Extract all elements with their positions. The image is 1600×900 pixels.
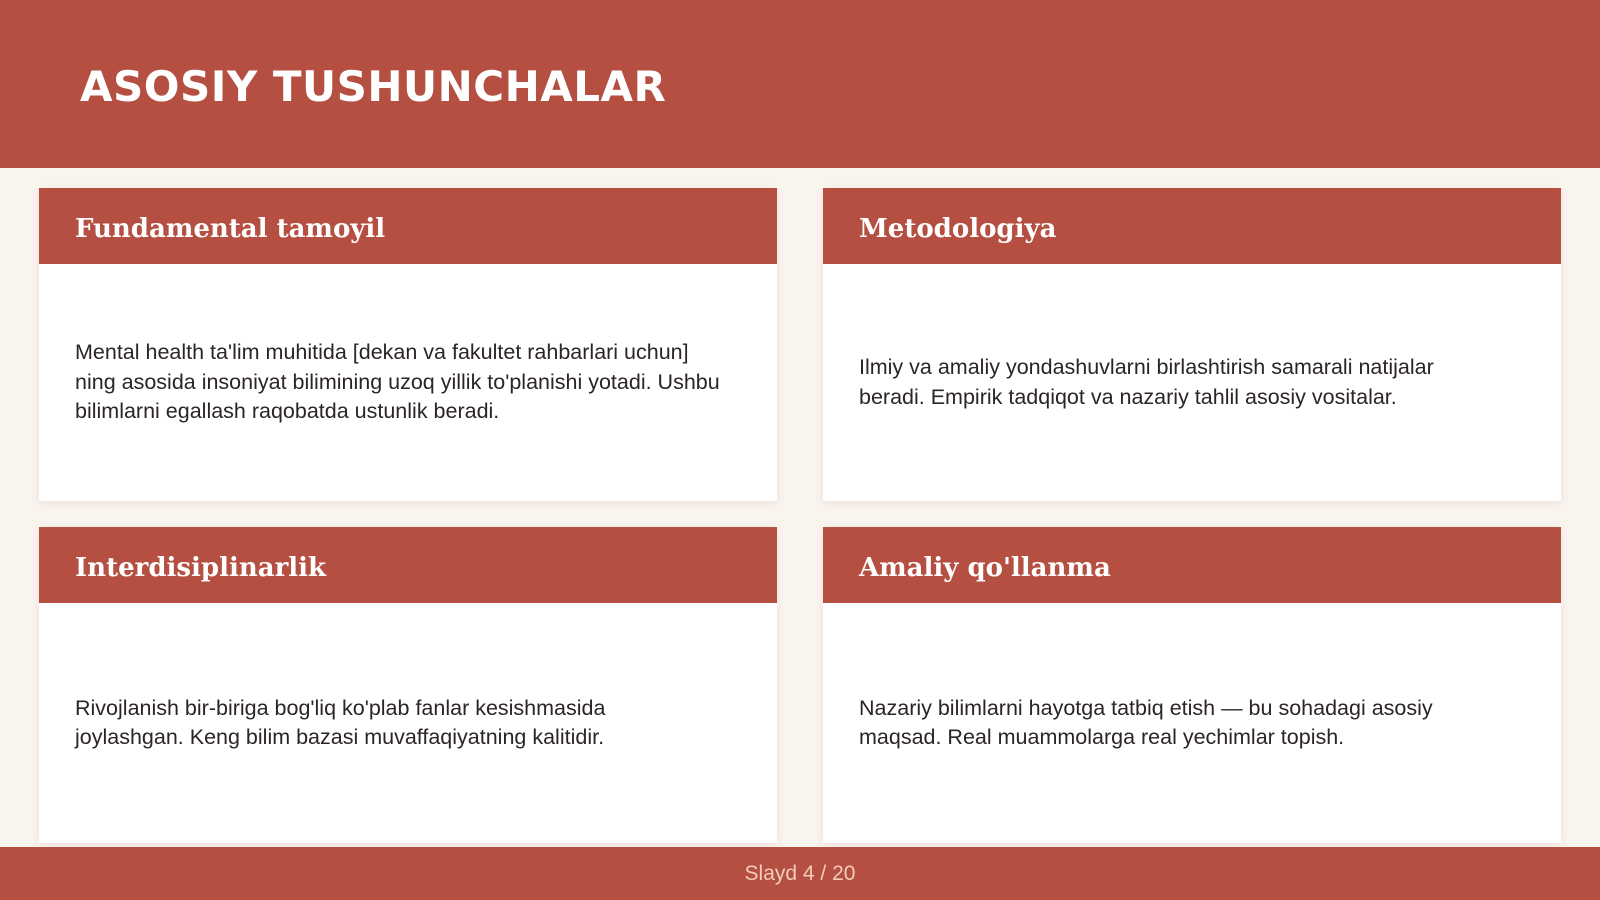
card-body	[823, 264, 1561, 501]
slide-counter: Slayd 4 / 20	[744, 861, 856, 885]
card-header	[39, 527, 777, 603]
card-heading: Interdisiplinarlik	[75, 553, 327, 583]
card-heading: Fundamental tamoyil	[75, 214, 386, 244]
card-header	[39, 188, 777, 264]
concept-card-fundamental	[39, 188, 777, 501]
card-text: Mental health ta'lim muhitida [dekan va fakultet rahbarlari uchun] ning asosida insoniyat bilimining uzoq yillik to'planishi yotadi. Ushbu bilimlarni egallash raqobatda ustunlik beradi.	[75, 340, 720, 424]
card-header	[823, 527, 1561, 603]
concept-card-practical	[823, 527, 1561, 843]
card-text: Nazariy bilimlarni hayotga tatbiq etish — bu sohadagi asosiy maqsad. Real muammolarga real yechimlar topish.	[859, 695, 1433, 749]
card-heading: Metodologiya	[859, 214, 1057, 244]
card-body	[39, 603, 777, 843]
card-header	[823, 188, 1561, 264]
card-body	[39, 264, 777, 501]
card-text: Rivojlanish bir-biriga bog'liq ko'plab fanlar kesishmasida joylashgan. Keng bilim bazasi muvaffaqiyatning kalitidir.	[75, 695, 606, 749]
slide-footer	[0, 847, 1600, 900]
card-body	[823, 603, 1561, 843]
slide-header	[0, 0, 1600, 168]
concept-card-interdisciplinary	[39, 527, 777, 843]
card-heading: Amaliy qo'llanma	[859, 553, 1111, 583]
slide-title: ASOSIY TUSHUNCHALAR	[80, 62, 667, 111]
concept-card-methodology	[823, 188, 1561, 501]
card-text: Ilmiy va amaliy yondashuvlarni birlashtirish samarali natijalar beradi. Empirik tadqiqot va nazariy tahlil asosiy vositalar.	[859, 355, 1434, 409]
